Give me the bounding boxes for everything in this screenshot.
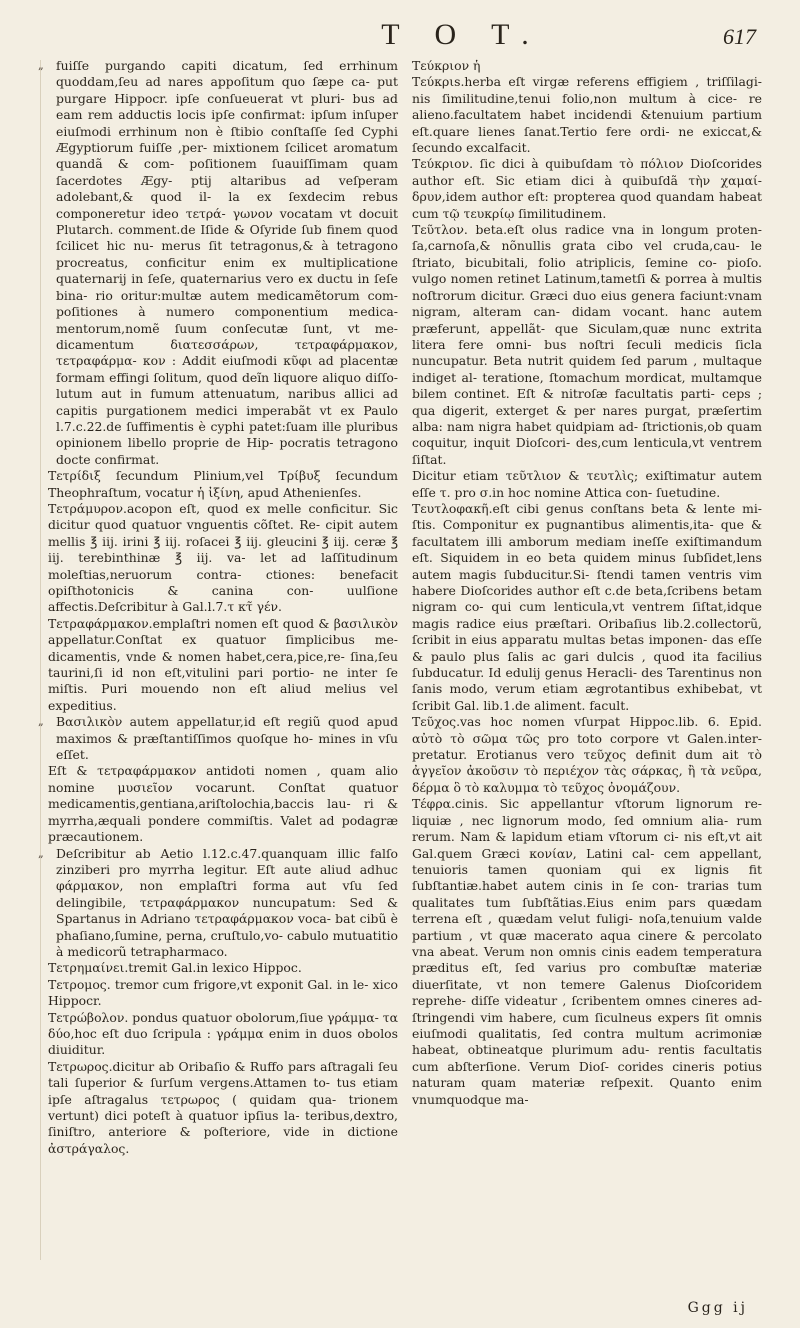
paragraph: Τετρομος. tremor cum frigore,vt exponit Gal. in le- xico Hippocr.	[48, 976, 398, 1009]
paragraph: Τετρίδιξ ſecundum Plinium,vel Τρίβυξ ſecundum Theophraſtum, vocatur ἡ ἰξίνη, apud Athenienſes.	[48, 468, 398, 500]
paragraph: Τεῦχος.vas hoc nomen vſurpat Hippoc.lib. 6. Epid. αὐτὸ τὸ σῶμα τῶς pro toto corpore vt Galen.inter- pretatur. Erotianus vero τεῦχος definit dum ait τὸ ἀγγεῖον ἀκοῦσιν τὸ περιέχον τὰς σάρκας, ἢ τὰ νεῦρα, δέρμα ὃ τὸ καλυμμα τὸ τεῦχος ὀνομάζουν.	[412, 714, 762, 795]
paragraph: „ fuiſſe purgando capiti dicatum, ſed errhinum quoddam,ſeu ad nares appoſitum quo ſæpe ca- put purgare Hippocr. ipſe conſueuerat vt pluri- bus ad eam rem adductis locis ipſe confirmat: ipſum inſuper eiuſmodi errhinum non è ſtibio conſtaſſe ſed Cyphi Ægyptiorum fuiſſe ,per- mixtionem ſcilicet aromatum quandã & com- poſitionem ſuauiſſimam quam ſacerdotes Ægy- ptij altaribus ad veſperam adolebant,& quod il- la ex ſexdecim rebus componeretur ideo τετρά- γωνον vocatam vt docuit Plutarch. comment.de Iſide & Oſyride ſub finem quod ſcilicet hic nu- merus ſit tetragonus,& à tetragono procreatus, conficitur enim ex multiplicatione quaternarij in ſeſe, quaternarius vero ex ductu in ſeſe bina- rio oritur:multæ autem medicamẽtorum com- poſitiones à numero componentium medica- mentorum,nomẽ ſuum conſecutæ ſunt, vt me- dicamentum διατεσσάρων, τετραφάρμακον, τετραφάρμα- κον : Addit eiuſmodi κῦφι ad placentæ formam effingi ſolitum, quod deĩn liquore aliquo diſſo- lutum aut in fumum attenuatum, naribus allici ad capitis purgationem medici imperabãt vt ex Paulo l.7.c.22.de ſuffimentis è cyphi patet:ſuam ille pluribus opinionem libello proprie de Hip- pocratis tetragono docte confirmat.	[48, 58, 398, 468]
paragraph: Τεύκριον ἡ	[412, 58, 481, 73]
paragraph: Τετρώβολον. pondus quatuor obolorum,ſiue γράμμα- τα δύο,hoc eſt duo ſcripula : γράμμα enim in duos obolos diuiditur.	[48, 1009, 398, 1058]
paragraph: Τετρημαίνει.tremit Gal.in lexico Hippoc.	[48, 960, 302, 976]
page-number: 617	[723, 24, 756, 49]
paragraph: „ Deſcribitur ab Aetio l.12.c.47.quanquam illic falſo zinziberi pro myrrha legitur. Eſt aute aliud adhuc φάρμακον, non emplaſtri forma aut vſu ſed delingibile, τετραφάρμακον nuncupatum: Sed & Spartanus in Adriano τετραφάρμακον voca- bat cibũ è phaſiano,ſumine, perna, cruſtulo,vo- cabulo mutuatitio à medicorũ tetrapharmaco.	[48, 846, 398, 961]
paragraph: Τετρωρος.dicitur ab Oribaſio & Ruffo pars aſtragali ſeu tali ſuperior & ſurſum vergens.Attamen to- tus etiam ipſe aſtragalus τετρωρος ( quidam qua- trionem vertunt) dici poteſt à quatuor ipſius la- teribus,dextro, ſiniſtro, anteriore & poſteriore, vide in dictione ἀστράγαλος.	[48, 1058, 398, 1156]
column-rule	[40, 60, 41, 1260]
paragraph: Τεύκριs.herba eſt virgæ referens effigiem , triſſilagi- nis ſimilitudine,tenui folio,non multum à cice- re alieno.facultatem habet incidendi &tenuium partium eſt.quare lienes ſanat.Tertio fere ordi- ne exiccat,& ſecundo excalfacit.	[412, 74, 762, 156]
paragraph: „ Βασιλικὸν autem appellatur,id eſt regiũ quod apud maximos & præſtantiſſimos quoſque ho- mines in vſu eſſet.	[48, 714, 398, 763]
paragraph: Τεύκριον. ſic dici à quibuſdam τὸ πόλιον Dioſcorides author eſt. Sic etiam dici à quibuſdã τὴν χαμαί- δρυν,idem author eſt: propterea quod quandam habeat cum τῷ τευκρίῳ ſimilitudinem.	[412, 156, 762, 221]
left-column	[48, 58, 398, 1157]
paragraph: Τετράμυρον.acopon eſt, quod ex melle conficitur. Sic dicitur quod quatuor vnguentis cõſtet. Re- cipit autem mellis ℥ iij. irini ℥ iij. roſacei ℥ iij. gleucini ℥ iij. ceræ ℥ iij. terebinthinæ ℥ iij. va- let ad laſſitudinum moleſtias,neruorum contra- ctiones: benefacit opiſthotonicis & canina con- uulſione affectis.Deſcribitur à Gal.l.7.τ κτ̃ γέν.	[48, 500, 398, 615]
right-column	[412, 58, 762, 1108]
running-title: T O T.	[381, 18, 543, 51]
paragraph: Dicitur etiam τεῦτλιον & τευτλὶς; exiſtimatur autem eſſe τ. pro σ.in hoc nomine Attica con- ſuetudine.	[412, 468, 762, 500]
paragraph: Τεῦτλον. beta.eſt olus radice vna in longum proten- ſa,carnoſa,& nõnullis grata cibo vel cruda,cau- le ſtriato, bicubitali, folio atriplicis, ſemine co- pioſo. vulgo nomen retinet Latinum,tametſi & porrea à multis noſtrorum dicitur. Græci duo eius genera faciunt:vnam nigram, alteram can- didam vocant. hanc autem præferunt, appellãt- que Siculam,quæ nunc extrita litera fere omni- bus noſtri ſeculi medicis ſicla nuncupatur. Beta nutrit quidem ſed parum , multaque indiget al- teratione, ſtomachum mordicat, multamque bilem continet. Eſt & nitroſæ facultatis parti- ceps ; qua digerit, exterget & per nares purgat, præſertim alba: nam nigra habet quidpiam ad- ſtrictionis,ob quam coquitur, inquit Dioſcori- des,cum lenticula,vt ventrem ſiſtat.	[412, 222, 762, 467]
paragraph: Τευτλοφακῆ.eſt cibi genus conſtans beta & lente mi- ſtis. Componitur ex pugnantibus alimentis,ita- que & facultatem illi amborum mediam ineſſe exiſtimandum eſt. Siquidem in eo beta quidem minus ſubſidet,lens autem magis ſubducitur.Si- ſtendi tamen ventris vim habere Dioſcorides author eſt c.de beta,ſcribens betam nigram co- qui cum lenticula,vt ventrem ſiſtat,idque magis radice eius præſtari. Oribaſius lib.2.collectorũ, ſcribit in eius apparatu multas betas imponen- das eſſe & paulo plus ſalis ac gari dulcis , quod ita facilius ſubducatur. Id edulij genus Heracli- des Tarentinus non ſanis modo, verum etiam ægrotantibus exhibebat, vt ſcribit Gal. lib.1.de aliment. facult.	[412, 500, 762, 713]
running-head	[0, 18, 800, 54]
paragraph: Eſt & τετραφάρμακον antidoti nomen , quam alio nomine μυσιεῖον vocarunt. Conſtat quatuor medicamentis,gentiana,ariſtolochia,baccis lau- ri & myrrha,æquali pondere commiſtis. Valet ad podagræ præcautionem.	[48, 763, 398, 845]
paragraph: Τέφρα.cinis. Sic appellantur vſtorum lignorum re- liquiæ , nec lignorum modo, ſed omnium alia- rum rerum. Nam & lapidum etiam vſtorum ci- nis eſt,vt ait Gal.quem Græci κονίαν, Latini cal- cem appellant, tenuioris tamen quoniam qui ex lignis fit ſubſtantiæ.habet autem cinis in ſe con- trarias tum qualitates tum ſubſtãtias.Eius enim pars quædam terrena eſt , quædam velut fuligi- noſa,tenuium valde partium , vt quæ macerato aqua cinere & percolato vna abeat. Verum non omnis cinis eadem temperatura præditus eſt, ſed varius pro combuſtæ materiæ diuerſitate, vt non temere Galenus Dioſcoridem reprehe- diſſe videatur , ſcribentem omnes cineres ad- ſtringendi vim habere, cum ſiculneus expers ſit omnis eiuſmodi qualitatis, ſed contra multum acrimoniæ habeat, obtineatque plurimum adu- rentis facultatis cum abſterſione. Verum Dioſ- corides cineris potius naturam quam materiæ reſpexit. Quanto enim vnumquodque ma-	[412, 796, 762, 1107]
paragraph: Τετραφάρμακον.emplaſtri nomen eſt quod & βασιλικὸν appellatur.Conſtat ex quatuor ſimplicibus me- dicamentis, vnde & nomen habet,cera,pice,re- ſina,ſeu taurini,ſi id non eſt,vitulini pari portio- ne inter ſe miſtis. Puri mouendo non eſt aliud melius vel expeditius.	[48, 615, 398, 713]
signature-mark: Ggg ij	[687, 1300, 748, 1316]
